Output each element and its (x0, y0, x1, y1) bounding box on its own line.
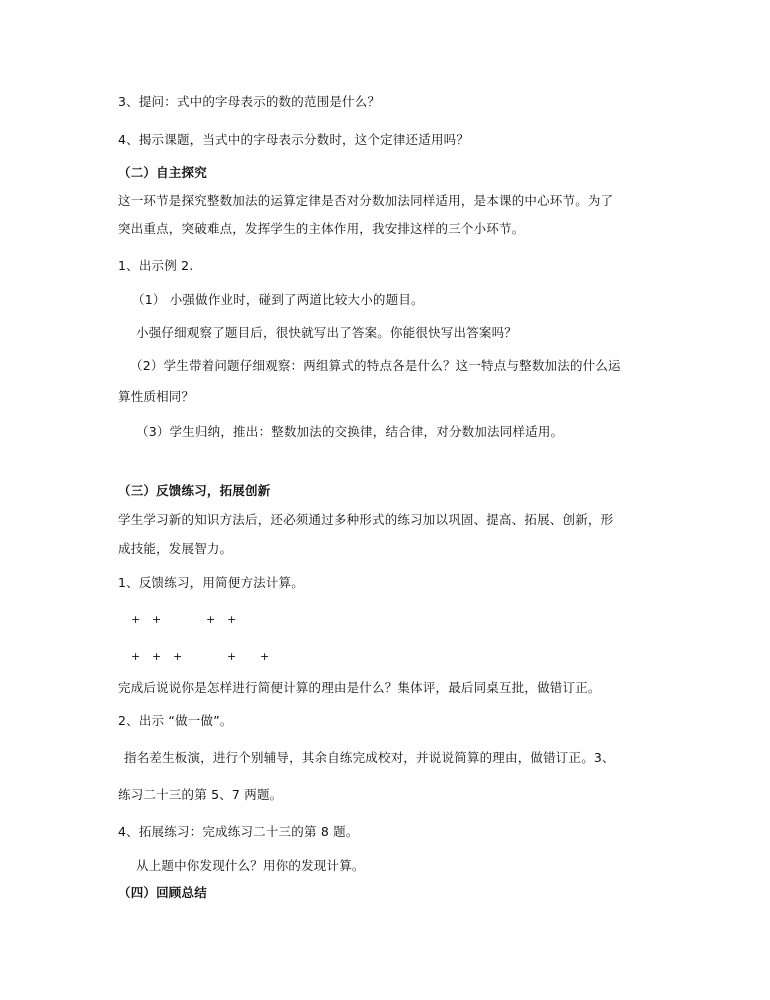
plus-sign: + (227, 650, 237, 663)
paragraph-line: 成技能，发展智力。 (118, 541, 233, 556)
plus-sign: + (131, 613, 141, 626)
text-line-practice-1: 1、反馈练习，用简便方法计算。 (118, 575, 304, 590)
plus-sign: + (152, 613, 162, 626)
paragraph-line: 突出重点，突破难点，发挥学生的主体作用，我安排这样的三个小环节。 (118, 221, 525, 236)
text-line-exercise-23: 练习二十三的第 5、7 两题。 (118, 787, 283, 802)
text-line-discovery: 从上题中你发现什么？用你的发现计算。 (136, 858, 365, 873)
paragraph-line: 指名差生板演，进行个别辅导，其余自练完成校对，并说说简算的理由，做错订正。3、 (124, 750, 615, 765)
text-line-example-2: 1、出示例 2. (118, 258, 194, 273)
section-heading-self-exploration: （二）自主探究 (118, 165, 207, 180)
text-line-item-2-cont: 算性质相同？ (118, 389, 195, 404)
text-line-show-2: 2、出示 “做一做”。 (118, 713, 233, 728)
text-line-question-3: 3、提问：式中的字母表示的数的范围是什么？ (118, 94, 381, 109)
plus-sign: + (206, 613, 216, 626)
plus-sign: + (227, 613, 237, 626)
plus-sign: + (152, 650, 162, 663)
paragraph-line: 这一环节是探究整数加法的运算定律是否对分数加法同样适用，是本课的中心环节。为了 (118, 193, 614, 208)
section-heading-feedback-practice: （三）反馈练习，拓展创新 (118, 483, 271, 498)
section-heading-review-summary: （四）回顾总结 (118, 885, 207, 900)
paragraph-line: 完成后说说你是怎样进行简便计算的理由是什么？集体评，最后同桌互批，做错订正。 (118, 680, 601, 695)
text-line-item-2: （2）学生带着问题仔细观察：两组算式的特点各是什么？这一特点与整数加法的什么运 (130, 358, 621, 373)
text-line-extension-4: 4、拓展练习：完成练习二十三的第 8 题。 (118, 824, 359, 839)
text-line-item-3: （3）学生归纳，推出：整数加法的交换律，结合律，对分数加法同样适用。 (136, 424, 564, 439)
plus-sign: + (260, 650, 270, 663)
plus-sign: + (173, 650, 183, 663)
paragraph-line: 学生学习新的知识方法后，还必须通过多种形式的练习加以巩固、提高、拓展、创新，形 (118, 512, 614, 527)
plus-sign: + (131, 650, 141, 663)
text-line-reveal-topic-4: 4、揭示课题，当式中的字母表示分数时，这个定律还适用吗？ (118, 132, 470, 147)
text-line-item-1: （1） 小强做作业时，碰到了两道比较大小的题目。 (132, 292, 424, 307)
text-line-item-1-detail: 小强仔细观察了题目后，很快就写出了答案。你能很快写出答案吗？ (136, 325, 518, 340)
